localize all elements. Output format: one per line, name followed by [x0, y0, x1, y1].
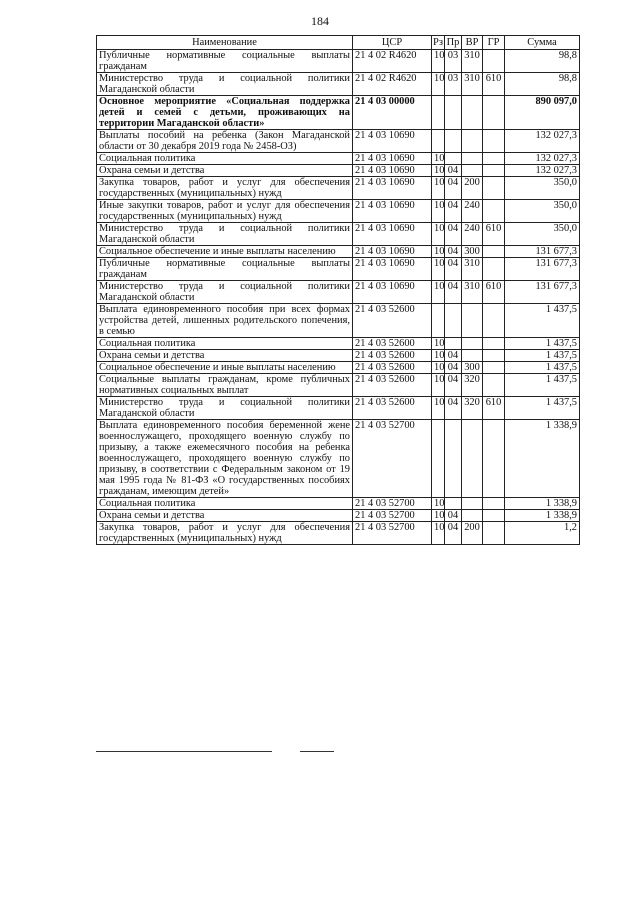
- cell-rz: [432, 130, 445, 153]
- cell-csr: 21 4 03 10690: [353, 258, 432, 281]
- cell-pr: 04: [445, 510, 462, 522]
- cell-vr: 310: [462, 50, 483, 73]
- cell-rz: 10: [432, 397, 445, 420]
- cell-csr: 21 4 03 52600: [353, 338, 432, 350]
- cell-vr: 200: [462, 522, 483, 545]
- cell-name: Министерство труда и социальной политики Магаданской области: [97, 223, 353, 246]
- cell-gr: [483, 374, 505, 397]
- cell-rz: 10: [432, 258, 445, 281]
- cell-gr: [483, 258, 505, 281]
- cell-csr: 21 4 03 10690: [353, 153, 432, 165]
- table-row: [97, 397, 580, 420]
- cell-csr: 21 4 03 00000: [353, 96, 432, 130]
- cell-pr: 03: [445, 73, 462, 96]
- cell-pr: 04: [445, 397, 462, 420]
- cell-vr: [462, 130, 483, 153]
- table-row: [97, 200, 580, 223]
- cell-sum: 1,2: [505, 522, 580, 545]
- cell-sum: 890 097,0: [505, 96, 580, 130]
- cell-rz: 10: [432, 374, 445, 397]
- table-row: [97, 338, 580, 350]
- cell-gr: [483, 177, 505, 200]
- table-row: [97, 165, 580, 177]
- cell-vr: [462, 338, 483, 350]
- table-row: [97, 96, 580, 130]
- cell-gr: [483, 362, 505, 374]
- cell-gr: 610: [483, 73, 505, 96]
- table-row: [97, 177, 580, 200]
- cell-pr: 04: [445, 200, 462, 223]
- cell-vr: [462, 304, 483, 338]
- cell-rz: 10: [432, 73, 445, 96]
- cell-sum: 1 437,5: [505, 374, 580, 397]
- cell-vr: 200: [462, 177, 483, 200]
- cell-rz: 10: [432, 153, 445, 165]
- header-pr: Пр: [445, 36, 462, 50]
- cell-gr: 610: [483, 223, 505, 246]
- cell-pr: [445, 130, 462, 153]
- cell-pr: 04: [445, 362, 462, 374]
- cell-vr: 310: [462, 281, 483, 304]
- cell-pr: [445, 304, 462, 338]
- cell-gr: [483, 350, 505, 362]
- cell-gr: [483, 420, 505, 498]
- cell-sum: 1 338,9: [505, 498, 580, 510]
- cell-gr: [483, 338, 505, 350]
- cell-gr: [483, 165, 505, 177]
- cell-gr: [483, 130, 505, 153]
- cell-rz: [432, 420, 445, 498]
- cell-sum: 350,0: [505, 177, 580, 200]
- cell-sum: 132 027,3: [505, 165, 580, 177]
- cell-sum: 98,8: [505, 73, 580, 96]
- cell-csr: 21 4 03 52600: [353, 304, 432, 338]
- cell-csr: 21 4 03 52600: [353, 397, 432, 420]
- cell-sum: 350,0: [505, 200, 580, 223]
- cell-vr: 310: [462, 258, 483, 281]
- cell-vr: 300: [462, 246, 483, 258]
- cell-pr: [445, 420, 462, 498]
- cell-rz: 10: [432, 281, 445, 304]
- cell-pr: 04: [445, 281, 462, 304]
- cell-rz: 10: [432, 50, 445, 73]
- cell-rz: 10: [432, 223, 445, 246]
- cell-gr: [483, 304, 505, 338]
- cell-csr: 21 4 03 52700: [353, 498, 432, 510]
- table-row: [97, 153, 580, 165]
- cell-vr: [462, 153, 483, 165]
- cell-csr: 21 4 03 10690: [353, 165, 432, 177]
- cell-rz: 10: [432, 246, 445, 258]
- cell-pr: 04: [445, 246, 462, 258]
- cell-csr: 21 4 02 R4620: [353, 73, 432, 96]
- cell-vr: 240: [462, 223, 483, 246]
- table-row: [97, 246, 580, 258]
- cell-gr: [483, 96, 505, 130]
- cell-name: Публичные нормативные социальные выплаты гражданам: [97, 258, 353, 281]
- cell-sum: 132 027,3: [505, 153, 580, 165]
- cell-sum: 132 027,3: [505, 130, 580, 153]
- cell-csr: 21 4 03 52700: [353, 420, 432, 498]
- cell-rz: 10: [432, 165, 445, 177]
- cell-vr: [462, 420, 483, 498]
- cell-pr: 04: [445, 258, 462, 281]
- cell-rz: 10: [432, 338, 445, 350]
- cell-sum: 350,0: [505, 223, 580, 246]
- cell-vr: [462, 510, 483, 522]
- cell-vr: [462, 165, 483, 177]
- cell-rz: [432, 96, 445, 130]
- cell-sum: 1 437,5: [505, 362, 580, 374]
- cell-name: Выплата единовременного пособия при всех формах устройства детей, лишенных родительского попечения, в семью: [97, 304, 353, 338]
- table-row: [97, 510, 580, 522]
- cell-pr: 04: [445, 522, 462, 545]
- cell-sum: 1 437,5: [505, 397, 580, 420]
- cell-name: Выплата единовременного пособия беременной жене военнослужащего, проходящего военную службу по призыву, а также ежемесячного пособия на ребенка военнослужащего, проходящего военную службу по призыву, в соответствии с Федеральным законом от 19 мая 1995 года № 81-ФЗ «О государственных пособиях гражданам, имеющим детей»: [97, 420, 353, 498]
- cell-vr: [462, 498, 483, 510]
- header-csr: ЦСР: [353, 36, 432, 50]
- cell-csr: 21 4 03 52600: [353, 374, 432, 397]
- cell-name: Социальная политика: [97, 498, 353, 510]
- cell-sum: 1 437,5: [505, 338, 580, 350]
- cell-pr: 04: [445, 223, 462, 246]
- cell-gr: 610: [483, 281, 505, 304]
- cell-pr: 04: [445, 350, 462, 362]
- cell-sum: 1 338,9: [505, 510, 580, 522]
- cell-csr: 21 4 02 R4620: [353, 50, 432, 73]
- cell-name: Охрана семьи и детства: [97, 510, 353, 522]
- header-gr: ГР: [483, 36, 505, 50]
- table-row: [97, 258, 580, 281]
- footer-line: [96, 751, 272, 752]
- cell-vr: [462, 350, 483, 362]
- cell-pr: [445, 338, 462, 350]
- cell-sum: 1 338,9: [505, 420, 580, 498]
- cell-rz: 10: [432, 350, 445, 362]
- cell-name: Социальная политика: [97, 153, 353, 165]
- cell-csr: 21 4 03 10690: [353, 177, 432, 200]
- table-row: [97, 350, 580, 362]
- cell-pr: [445, 153, 462, 165]
- cell-name: Социальное обеспечение и иные выплаты населению: [97, 362, 353, 374]
- header-name: Наименование: [97, 36, 353, 50]
- cell-rz: 10: [432, 200, 445, 223]
- cell-csr: 21 4 03 52600: [353, 350, 432, 362]
- cell-name: Охрана семьи и детства: [97, 165, 353, 177]
- cell-rz: 10: [432, 522, 445, 545]
- cell-name: Социальное обеспечение и иные выплаты населению: [97, 246, 353, 258]
- table-row: [97, 304, 580, 338]
- cell-name: Министерство труда и социальной политики Магаданской области: [97, 281, 353, 304]
- cell-pr: 04: [445, 374, 462, 397]
- cell-name: Иные закупки товаров, работ и услуг для обеспечения государственных (муниципальных) нужд: [97, 200, 353, 223]
- cell-gr: 610: [483, 397, 505, 420]
- cell-csr: 21 4 03 52600: [353, 362, 432, 374]
- cell-name: Социальная политика: [97, 338, 353, 350]
- table-row: [97, 374, 580, 397]
- cell-name: Министерство труда и социальной политики Магаданской области: [97, 397, 353, 420]
- cell-sum: 1 437,5: [505, 350, 580, 362]
- cell-name: Публичные нормативные социальные выплаты гражданам: [97, 50, 353, 73]
- header-rz: Рз: [433, 37, 443, 48]
- cell-name: Выплаты пособий на ребенка (Закон Магаданской области от 30 декабря 2019 года № 2458-ОЗ): [97, 130, 353, 153]
- cell-csr: 21 4 03 10690: [353, 130, 432, 153]
- table-row: [97, 223, 580, 246]
- table-header-row: [97, 36, 580, 50]
- cell-csr: 21 4 03 52700: [353, 510, 432, 522]
- cell-vr: 320: [462, 397, 483, 420]
- cell-name: Министерство труда и социальной политики Магаданской области: [97, 73, 353, 96]
- table-row: [97, 50, 580, 73]
- cell-vr: 320: [462, 374, 483, 397]
- cell-csr: 21 4 03 10690: [353, 246, 432, 258]
- cell-name: Охрана семьи и детства: [97, 350, 353, 362]
- cell-sum: 131 677,3: [505, 258, 580, 281]
- cell-sum: 131 677,3: [505, 246, 580, 258]
- cell-csr: 21 4 03 52700: [353, 522, 432, 545]
- cell-gr: [483, 246, 505, 258]
- cell-gr: [483, 153, 505, 165]
- cell-csr: 21 4 03 10690: [353, 200, 432, 223]
- table-row: [97, 73, 580, 96]
- table-row: [97, 420, 580, 498]
- cell-pr: 03: [445, 50, 462, 73]
- table-row: [97, 362, 580, 374]
- cell-name: Основное мероприятие «Социальная поддержка детей и семей с детьми, проживающих на территории Магаданской области»: [97, 96, 353, 130]
- cell-pr: 04: [445, 165, 462, 177]
- table-row: [97, 498, 580, 510]
- cell-rz: 10: [432, 510, 445, 522]
- cell-name: Закупка товаров, работ и услуг для обеспечения государственных (муниципальных) нужд: [97, 177, 353, 200]
- footer-line-short: [300, 751, 334, 752]
- header-vr: ВР: [462, 36, 483, 50]
- cell-vr: 240: [462, 200, 483, 223]
- cell-pr: [445, 96, 462, 130]
- cell-rz: [432, 304, 445, 338]
- cell-rz: 10: [432, 498, 445, 510]
- cell-gr: [483, 522, 505, 545]
- cell-csr: 21 4 03 10690: [353, 281, 432, 304]
- cell-vr: 310: [462, 73, 483, 96]
- cell-name: Закупка товаров, работ и услуг для обеспечения государственных (муниципальных) нужд: [97, 522, 353, 545]
- table-row: [97, 522, 580, 545]
- cell-sum: 1 437,5: [505, 304, 580, 338]
- table-row: [97, 281, 580, 304]
- table-body: [97, 50, 580, 545]
- cell-pr: [445, 498, 462, 510]
- header-sum: Сумма: [505, 36, 580, 50]
- cell-gr: [483, 200, 505, 223]
- cell-vr: 300: [462, 362, 483, 374]
- cell-sum: 131 677,3: [505, 281, 580, 304]
- page-number: 184: [311, 14, 329, 28]
- cell-name: Социальные выплаты гражданам, кроме публичных нормативных социальных выплат: [97, 374, 353, 397]
- cell-rz: 10: [432, 177, 445, 200]
- cell-gr: [483, 50, 505, 73]
- cell-rz: 10: [432, 362, 445, 374]
- budget-table: [96, 35, 580, 545]
- cell-vr: [462, 96, 483, 130]
- cell-sum: 98,8: [505, 50, 580, 73]
- cell-pr: 04: [445, 177, 462, 200]
- cell-csr: 21 4 03 10690: [353, 223, 432, 246]
- cell-gr: [483, 498, 505, 510]
- cell-gr: [483, 510, 505, 522]
- table-row: [97, 130, 580, 153]
